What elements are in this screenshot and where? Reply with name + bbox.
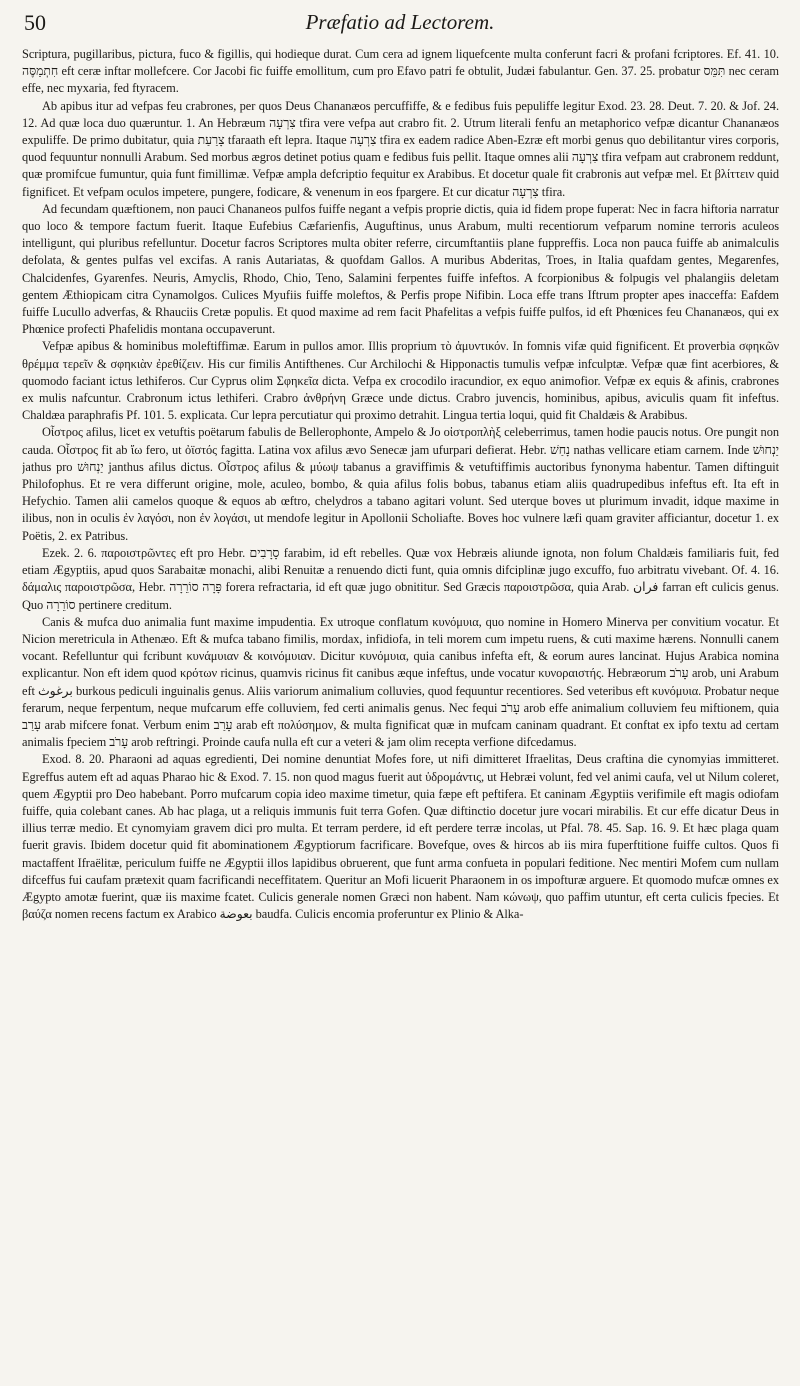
running-head xyxy=(14,6,786,42)
paragraph-canis-musca: Canis & mufca duo animalia funt maxime impudentia. Ex utroque conflatum κυνόμυια, quo nomine in Homero Minerva per convitium vocatur. Et Nicion meretricula in Athenæo. Eft & mufca tabano fimilis, mordax, infidiofa, in teli morem cum impetu ruens, & cuti maxime hærens. Nonnulli canem vocant. Refelluntur qui fcribunt κυνάμυιαν & κοινόμυιαν. Dicitur κυνόμυια, quia canibus infefta eft, & eorum aures lancinat. Hujus Arabica nomina explicantur. Non eft idem quod κρότων ricinus, quamvis ricinus fit canibus æque infeftus, unde vocatur κυνοραιστής. Hebræorum עָרֹב arob, uni Arabum eft برغوث burkous pediculi inguinalis genus. Aliis variorum animalium colluvies, quod fequuntur recentiores. Sed veteribus eft κυνόμυια. Probatur neque ferarum, neque ferpentum, neque mufcarum effe colluviem, fed certi animalis genus. Nec fequi עָרֹב arob effe animalium colluviem feu miftionem, quia עָרַב arab mifcere fonat. Verbum enim עָרַב arab eft πολύσημον, & multa fignificat quæ in mufcam caninam quadrant. Et conftat ex ipfo textu ad certam animalis fpeciem עָרֹב arob reftringi. Proinde caufa nulla eft cur a veteri & jam olim recepta verfione difcedamus. xyxy=(22,614,779,750)
paragraph-ezek: Ezek. 2. 6. παροιστρῶντες eft pro Hebr. סָרָבִים farabim, id eft rebelles. Quæ vox Hebræis aliunde ignota, non folum Chaldæis familiaris fuit, fed etiam Ægyptiis, apud quos Sarabaitæ monachi, alibi Renuitæ a renuendo dicti funt, quia omnis difciplinæ jugo excuffo, fuo arbitratu vivebant. Of. 4. 16. δάμαλις παροιστρῶσα, Hebr. פָּרָה סוֹרֵרָה forera refractaria, id eft quæ jugo obnititur. Sed Græcis παροιστρῶσα, quia Arab. فران farran eft culicis genus. Quo סוֹרֵרָה pertinere creditum. xyxy=(22,545,779,612)
paragraph-vespae-apibus: Vefpæ apibus & hominibus moleftiffimæ. Earum in pullos amor. Illis proprium τὸ ἀμυντικόν. In fomnis vifæ quid fignificent. Et proverbia σφηκῶν θρέμμα τερεῖν & σφηκιὰν ἐρεθίζειν. His cur fimilis Antifthenes. Cur Archilochi & Hipponactis tumulis vefpæ infculptæ. Vefpæ quæ fint acerbiores, & quomodo faciant ictus lethiferos. Cur Cyprus olim Σφηκεῖα dicta. Vefpa ex crocodilo iracundior, ex equo animofior. Vefpæ ex equis & afinis, crabrones ex mulis nafcuntur. Crabronum ictus lethiferi. Crabro ἀνθρήνη Græce unde dictus. Crabro juvencis, hominibus, apibus, aviculis quam fit infeftus. Chaldæa paraphrafis Pf. 101. 5. explicata. Cur lepra percutiatur qui proximo detrahit. Lingua tertia loqui, quid fit Chaldæis & Arabibus. xyxy=(22,339,779,423)
page-number: 50 xyxy=(24,10,46,35)
body-text xyxy=(22,46,779,1376)
paragraph-vespae-crabrones: Ab apibus itur ad vefpas feu crabrones, per quos Deus Chananæos percuffiffe, & e fedibus fuis pepuliffe legitur Exod. 23. 28. Deut. 7. 20. & Jof. 24. 12. Ad quæ loca duo quæruntur. 1. An Hebræum צִרְעָה tfira vere vefpa aut crabro fit. 2. Utrum literali fenfu an metaphorico vefpæ dicantur Chananæos expuliffe. De primo dubitatur, quia צָרַעַת tfaraath eft lepra. Itaque צִרְעָה tfira ex eadem radice Aben-Ezræ eft morbi genus quo debilitantur vires corporis, quod fequuntur nonnulli Arabum. Sed morbus ægros detinet potius quam e fedibus fuis pellit. Itaque omnes alii צִרְעָה tfira vefpam aut crabronem reddunt, quæ promifcue fumuntur, quia funt fimillimæ. Vefpæ ampla defcriptio fequitur ex Arabibus. Et docetur quale fit crabronis aut vefpæ mel. Et βλίττειν quid fignificet. Et vefpam oculos impetere, pungere, fodicare, & venenum in eos fpargere. Et cur dicatur צִרְעָה tfira. xyxy=(22,98,779,199)
paragraph-oistros-asilus: Οἶστρος afilus, licet ex vetuftis poëtarum fabulis de Bellerophonte, Ampelo & Jo οἰστροπλὴξ celeberrimus, tamen hodie paucis notus. Ore pungit non cauda. Οἶστρος fit ab ἴω fero, ut ὀϊστός fagitta. Latina vox afilus ævo Senecæ jam ufurpari defierat. Hebr. נָחַשׁ nathas vellicare etiam carnem. Inde יַנְחוּשׁ jathus pro יַנְחוּשׁ janthus afilus dictus. Οἶστρος afilus & μύωψ tabanus a graviffimis & vetuftiffimis auctoribus fynonyma habentur. Tamen diftinguit Philofophus. Et re vera differunt origine, mole, aculeo, bombo, & quia afilus folis bobus, tabanus etiam aliis quadrupedibus infeftus eft. Ita eft in Hefychio. Tamen alii camelos quoque & equos ab œftro, chelydros a tabano agitari volunt. Sed uterque boves ut plurimum invadit, idque maxime in ilibus, non in oculis ἐν λαγόσι, non ἐν λογάσι, ut mendofe legitur in Apollonii Scholiafte. Boves hoc vulnere læfi quam graviter afficiantur, docetur 1. ex Poëtis, 2. ex Patribus. xyxy=(22,425,779,543)
running-title: Præfatio ad Lectorem. xyxy=(305,10,495,34)
paragraph-exod: Exod. 8. 20. Pharaoni ad aquas egredienti, Dei nomine denuntiat Mofes fore, ut nifi dimitteret Ifraelitas, Deus craftina die cynomyias immitteret. Egreffus autem eft ad aquas Pharao hic & Exod. 7. 15. non quod magus fuerit aut ὑδρομάντις, ut Hebræi volunt, fed vel animi caufa, vel ut Nilum coleret, quem Ægyptii pro Deo habebant. Porro mufcarum copia ideo maxime timetur, quia fæpe eft peftifera. Et caninam Ægyptiis verifimile eft magis odiofam fuiffe, quia colebant canes. Ab hac plaga, ut a reliquis immunis fuit terra Gofen. Quæ diftinctio docetur jure vocari mirabilis. Et cur effe dicatur Deus in illius terræ medio. Et cynomyiam gravem dici pro multa. Et terram perdere, id eft perdere terræ incolas, ut Pfal. 78. 45. Sap. 16. 9. Et hæc plaga quam fuerit gravis. Ibidem docetur quid fit abominationem Ægyptiorum facrificare. Bovefque, oves & hircos ab iis mira fuperftitione fuiffe cultos. Quos fi mactaffent Ifraëlitæ, periculum fuiffe ne Ægyptii illos lapidibus obruerent, que funt arma confueta in populari feditione. Nec mentiri Mofem cum nullam difceffus fui caufam prætexit quam facrificandi neceffitatem. Queritur an Mofi licuerit Pharaonem in os impofturæ arguere. Et quomodo mufcæ omnes ex Ægypto amotæ fuerint, quæ iis maxime fcatet. Culicis generale nomen Græci non habent. Nam κώνωψ, quo paffim utuntur, eft certa culicis fpecies. Et βαύζα nomen recens factum ex Arabico بعوضة baudfa. Culicis encomia proferuntur ex Plinio & Alka- xyxy=(22,752,779,922)
paragraph-secunda-quaestio: Ad fecundam quæftionem, non pauci Chananeos pulfos fuiffe negant a vefpis proprie dictis, quia id fidem prope fuperat: Nec in facra hiftoria narratur quo loco & tempore factum fuerit. Itaque Eufebius Cæfarienfis, Auguftinus, unus Arabum, multi recentiorum vefparum nomine terroris aculeos intelligunt, qui pluribus refelluntur. Docetur facros Scriptores multa obiter referre, circumftantiis plane fuppreffis. Loca non pauca fuiffe ab animalculis defolata, & gentes pulfas vel excifas. A ranis Autariatas, & quofdam Gallos. A muribus Abderitas, Troes, in Italia quafdam gentes, Megarenfes, Chalcidenfes, Gyarenfes. Neuris, Amyclis, Rhodo, Chio, Teno, Salamini ferpentes fuiffe infeftos. A fcorpionibus & folpugis vel phalangiis deletam gentem Æthiopicam citra Cynamolgos. Culices Myufiis fuiffe moleftos, & Perfis prope Nifibin. Loca effe trans Iftrum propter apes inacceffa: Eafdem fuiffe Lucullo adverfas, & Rhauciis Cretæ populis. Et quod maxime ad rem facit Phafelitas a vefpis fuiffe pulfos, id eft Phœnices feu Chananæos, qui ex Phœnice profecti Phafelidis montana occupaverunt. xyxy=(22,201,779,337)
paragraph-cera: Scriptura, pugillaribus, pictura, fuco & figillis, qui hodieque durat. Cum cera ad ignem liquefcente multa conferunt facri & profani fcriptores. Ef. 41. 10. חִתְמַסֶּה eft ceræ inftar mollefcere. Cor Jacobi fic fuiffe emollitum, cum pro Efavo patri fe obtulit, Judæi fabulantur. Gen. 37. 25. probatur תִּמֵּס nec ceram effe, nec myxaria, fed ftyracem. xyxy=(22,47,779,96)
